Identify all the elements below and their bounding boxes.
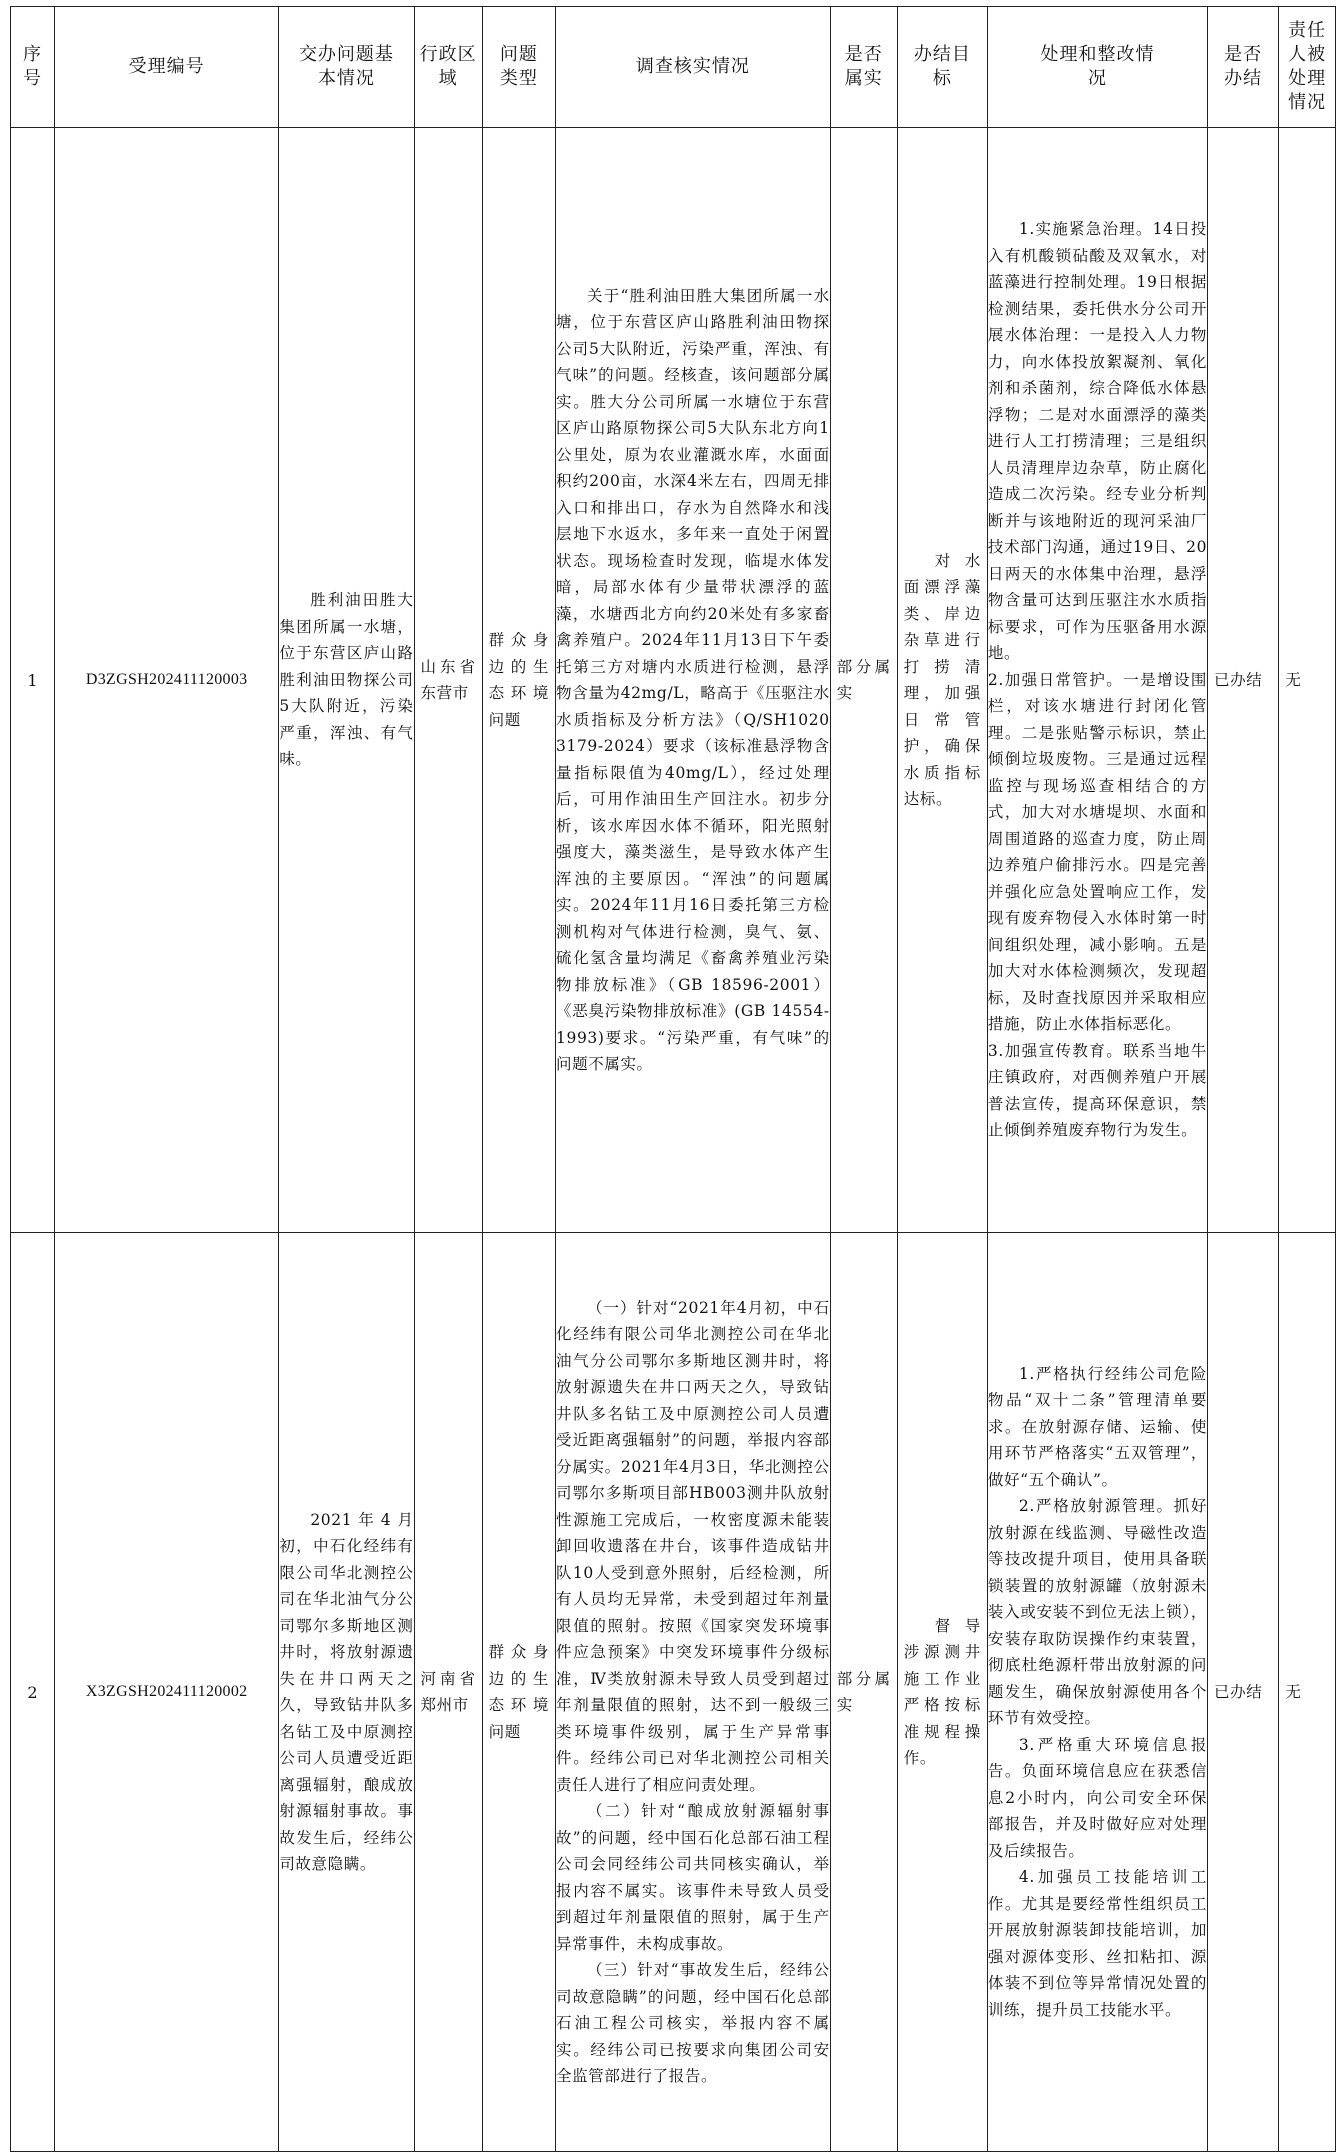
row-seq: 2 xyxy=(11,1233,55,2152)
handling-paragraph: 2.加强日常管护。一是增设围栏，对该水塘进行封闭化管理。二是张贴警示标识，禁止倾倒垃圾废物。三是通过远程监控与现场巡查相结合的方式，加大对水塘堤坝、水面和周围道路的巡查力度，防止周边养殖户偷排污水。四是完善并强化应急处置响应工作，发现有废弃物侵入水体时第一时间组织处理，减小影响。五是加大对水体检测频次，发现超标，及时查找原因并采取相应措施，防止水体指标恶化。 xyxy=(987,670,1208,1034)
header-accountability: 责任人被处理情况 xyxy=(1279,7,1336,128)
table-row xyxy=(11,1233,1336,2152)
row-goal: 对水面漂浮藻类、岸边杂草进行打捞清理，加强日常管护，确保水质指标达标。 xyxy=(897,128,987,1233)
row-case-no: D3ZGSH202411120003 xyxy=(55,128,279,1233)
row-basic-info: 2021年4月初，中石化经纬有限公司华北测控公司在华北油气分公司鄂尔多斯地区测井时，将放射源遗失在井口两天之久，导致钻井队多名钻工及中原测控公司人员遭受近距离强辐射，酿成放射源辐射事故。事故发生后，经纬公司故意隐瞒。 xyxy=(279,1233,414,2152)
row-basic-info: 胜利油田胜大集团所属一水塘，位于东营区庐山路胜利油田物探公司5大队附近，污染严重，浑浊、有气味。 xyxy=(279,128,414,1233)
handling-paragraph: 4.加强员工技能培训工作。尤其是要经常性组织员工开展放射源装卸技能培训，加强对源体变形、丝扣粘扣、源体装不到位等异常情况处置的训练，提升员工技能水平。 xyxy=(987,1868,1208,2019)
header-basic-info: 交办问题基本情况 xyxy=(279,7,414,128)
handling-paragraph: 3.加强宣传教育。联系当地牛庄镇政府，对西侧养殖户开展普法宣传，提高环保意识，禁止倾倒养殖废弃物行为发生。 xyxy=(987,1041,1208,1140)
row-seq: 1 xyxy=(11,128,55,1233)
handling-paragraph: 3.严格重大环境信息报告。负面环境信息应在获悉信息2小时内，向公司安全环保部报告，并及时做好应对处理及后续报告。 xyxy=(987,1735,1208,1860)
handling-paragraph: 2.严格放射源管理。抓好放射源在线监测、导磁性改造等技改提升项目，使用具备联锁装置的放射源罐（放射源未装入或安装不到位无法上锁），安装存取防误操作约束装置，彻底杜绝源杆带出放射源的问题发生，确保放射源使用各个环节有效受控。 xyxy=(987,1497,1208,1728)
row-is-true: 部分属实 xyxy=(830,128,897,1233)
row-accountability: 无 xyxy=(1279,1233,1336,2152)
header-seq: 序号 xyxy=(11,7,55,128)
row-region: 河南省郑州市 xyxy=(414,1233,482,2152)
row-goal: 督导涉源测井施工作业严格按标准规程操作。 xyxy=(897,1233,987,2152)
investigation-paragraph: （一）针对“2021年4月初，中石化经纬有限公司华北测控公司在华北油气分公司鄂尔多斯地区测井时，将放射源遗失在井口两天之久，导致钻井队多名钻工及中原测控公司人员遭受近距离强辐射”的问题，举报内容部分属实。2021年4月3日，华北测控公司鄂尔多斯项目部HB003测井队放射性源施工完成后，一枚密度源未能装卸回收遗落在井台，该事件造成钻井队10人受到意外照射，后经检测，所有人员均无异常，未受到超过年剂量限值的照射。按照《国家突发环境事件应急预案》中突发环境事件分级标准，Ⅳ类放射源未导致人员受到超过年剂量限值的照射，达不到一般级三类环境事件级别，属于生产异常事件。经纬公司已对华北测控公司相关责任人进行了相应问责处理。 xyxy=(556,1298,830,1794)
case-table xyxy=(10,6,1336,2152)
row-handling xyxy=(987,1233,1207,2152)
row-issue-type: 群众身边的生态环境问题 xyxy=(482,1233,555,2152)
header-issue-type: 问题类型 xyxy=(482,7,555,128)
header-case-no: 受理编号 xyxy=(55,7,279,128)
header-is-true: 是否属实 xyxy=(830,7,897,128)
table-row xyxy=(11,128,1336,1233)
row-case-no: X3ZGSH202411120002 xyxy=(55,1233,279,2152)
row-issue-type: 群众身边的生态环境问题 xyxy=(482,128,555,1233)
row-is-done: 已办结 xyxy=(1208,128,1279,1233)
header-handling: 处理和整改情况 xyxy=(987,7,1207,128)
row-handling xyxy=(987,128,1207,1233)
row-is-done: 已办结 xyxy=(1208,1233,1279,2152)
handling-paragraph: 1.严格执行经纬公司危险物品“双十二条”管理清单要求。在放射源存储、运输、使用环节严格落实“五双管理”，做好“五个确认”。 xyxy=(987,1364,1208,1489)
table-header-row xyxy=(11,7,1336,128)
investigation-paragraph: （三）针对“事故发生后，经纬公司故意隐瞒”的问题，经中国石化总部石油工程公司核实，举报内容不属实。经纬公司已按要求向集团公司安全监管部进行了报告。 xyxy=(556,1961,830,2085)
row-is-true: 部分属实 xyxy=(830,1233,897,2152)
row-investigation xyxy=(556,128,831,1233)
investigation-paragraph: 关于“胜利油田胜大集团所属一水塘，位于东营区庐山路胜利油田物探公司5大队附近，污染严重，浑浊、有气味”的问题。经核查，该问题部分属实。胜大分公司所属一水塘位于东营区庐山路原物探公司5大队东北方向1公里处，原为农业灌溉水库，水面面积约200亩，水深4米左右，四周无排入口和排出口，存水为自然降水和浅层地下水返水，多年来一直处于闲置状态。现场检查时发现，临堤水体发暗，局部水体有少量带状漂浮的蓝藻，水塘西北方向约20米处有多家畜禽养殖户。2024年11月13日下午委托第三方对塘内水质进行检测，悬浮物含量为42mg/L，略高于《压驱注水水质指标及分析方法》（Q/SH1020 3179-2024）要求（该标准悬浮物含量指标限值为40mg/L），经过处理后，可用作油田生产回注水。初步分析，该水库因水体不循环，阳光照射强度大，藻类滋生，是导致水体产生浑浊的主要原因。“浑浊”的问题属实。2024年11月16日委托第三方检测机构对气体进行检测，臭气、氨、硫化氢含量均满足《畜禽养殖业污染物排放标准》（GB 18596-2001）《恶臭污染物排放标准》(GB 14554-1993)要求。“污染严重，有气味”的问题不属实。 xyxy=(556,286,830,1073)
header-goal: 办结目标 xyxy=(897,7,987,128)
row-region: 山东省东营市 xyxy=(414,128,482,1233)
row-investigation xyxy=(556,1233,831,2152)
header-region: 行政区域 xyxy=(414,7,482,128)
row-accountability: 无 xyxy=(1279,128,1336,1233)
investigation-paragraph: （二）针对“酿成放射源辐射事故”的问题，经中国石化总部石油工程公司会同经纬公司共同核实确认，举报内容不属实。该事件未导致人员受到超过年剂量限值的照射，属于生产异常事件，未构成事故。 xyxy=(556,1802,830,1953)
header-is-done: 是否办结 xyxy=(1208,7,1279,128)
handling-paragraph: 1.实施紧急治理。14日投入有机酸锁砧酸及双氧水，对蓝藻进行控制处理。19日根据检测结果，委托供水分公司开展水体治理：一是投入人力物力，向水体投放絮凝剂、氧化剂和杀菌剂，综合降低水体悬浮物；二是对水面漂浮的藻类进行人工打捞清理；三是组织人员清理岸边杂草，防止腐化造成二次污染。经专业分析判断并与该地附近的现河采油厂技术部门沟通，通过19日、20日两天的水体集中治理，悬浮物含量可达到压驱注水水质指标要求，可作为压驱备用水源地。 xyxy=(987,220,1208,663)
header-investigation: 调查核实情况 xyxy=(556,7,831,128)
